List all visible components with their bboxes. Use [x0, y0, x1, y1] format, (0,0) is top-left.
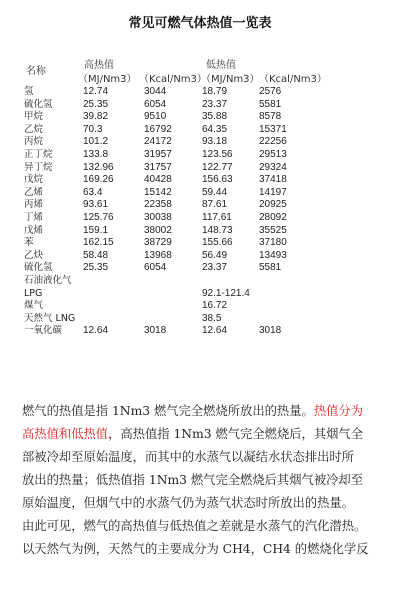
high-kcal-cell: [144, 313, 202, 326]
high-mj-cell: 93.61: [83, 199, 109, 211]
page-title: 常见可燃气体热值一览表: [128, 16, 272, 31]
low-kcal-cell: [259, 313, 319, 326]
gas-name-cell: 石油液化气: [24, 274, 72, 286]
high-mj-cell: 133.8: [83, 148, 109, 160]
high-mj-cell: 63.4: [83, 186, 103, 198]
gas-name-cell: 丙烷: [24, 136, 44, 148]
low-unit-kcal-header: （Kcal/Nm3）: [259, 74, 327, 85]
gas-name-cell: 戊烷: [24, 174, 44, 186]
low-kcal-cell: [259, 288, 319, 301]
low-mj-cell: [202, 275, 259, 288]
high-mj-cell: [83, 288, 144, 301]
highlighted-text: 热值分为: [313, 404, 364, 418]
high-kcal-cell: 24172: [144, 136, 172, 148]
gas-name-cell: 硫化氢: [24, 262, 53, 274]
high-kcal-cell: 38729: [144, 237, 172, 249]
low-mj-cell: 23.37: [202, 262, 228, 274]
heat-value-table: [24, 86, 319, 338]
heat-value-table-body: [24, 86, 319, 338]
gas-name-cell: 甲烷: [24, 111, 44, 123]
low-mj-cell: 38.5: [202, 312, 222, 324]
low-mj-cell: 64.35: [202, 123, 228, 135]
gas-name-cell: 一氧化碳: [24, 325, 63, 337]
table-row: [24, 187, 319, 200]
low-kcal-cell: 2576: [259, 86, 282, 97]
low-mj-cell: 117.61: [202, 211, 232, 223]
high-kcal-cell: 38002: [144, 224, 172, 236]
high-value-header: 高热值: [84, 60, 114, 71]
gas-name-cell: 丙烯: [24, 199, 44, 211]
table-row: [24, 162, 319, 175]
gas-name-cell: 硫化氢: [24, 98, 53, 110]
gas-name-cell: 氢: [24, 86, 34, 97]
gas-name-cell: 戊烯: [24, 224, 44, 236]
table-row: [24, 288, 319, 301]
high-mj-cell: 12.74: [83, 86, 109, 97]
low-mj-cell: 18.79: [202, 86, 228, 97]
high-mj-cell: 125.76: [83, 211, 114, 223]
table-row: [24, 300, 319, 313]
low-mj-cell: 35.88: [202, 111, 228, 123]
high-kcal-cell: 31757: [144, 161, 172, 173]
table-row: [24, 174, 319, 187]
table-row: [24, 275, 319, 288]
low-mj-cell: 23.37: [202, 98, 228, 110]
explanation-paragraph: [22, 400, 382, 561]
table-row: [24, 225, 319, 238]
low-mj-cell: 56.49: [202, 249, 228, 261]
gas-name-cell: LPG: [24, 287, 43, 299]
paragraph-line-6: 由此可见，燃气的高热值与低热值之差就是水蒸气的汽化潜热。: [22, 519, 367, 533]
high-kcal-cell: 3018: [144, 325, 167, 337]
high-mj-cell: 132.96: [83, 161, 114, 173]
low-kcal-cell: 29513: [259, 148, 287, 160]
low-kcal-cell: 3018: [259, 325, 282, 337]
high-kcal-cell: 22358: [144, 199, 172, 211]
table-row: [24, 111, 319, 124]
high-mj-cell: [83, 300, 144, 313]
low-kcal-cell: 15371: [259, 123, 287, 135]
low-kcal-cell: 35525: [259, 224, 287, 236]
high-kcal-cell: 31957: [144, 148, 172, 160]
paragraph-line-2-text: ，高热值指 1Nm3 燃气完全燃烧后，其烟气全: [108, 427, 364, 441]
table-row: [24, 262, 319, 275]
gas-name-cell: 正丁烷: [24, 148, 53, 160]
high-mj-cell: 101.2: [83, 136, 109, 148]
high-mj-cell: 25.35: [83, 262, 109, 274]
table-row: [24, 199, 319, 212]
low-mj-cell: 148.73: [202, 224, 233, 236]
high-kcal-cell: [144, 300, 202, 313]
low-mj-cell: 93.18: [202, 136, 228, 148]
table-row: [24, 136, 319, 149]
low-kcal-cell: [259, 300, 319, 313]
low-kcal-cell: 5581: [259, 98, 282, 110]
high-kcal-cell: [144, 275, 202, 288]
high-mj-cell: 159.1: [83, 224, 109, 236]
table-row: [24, 149, 319, 162]
gas-name-cell: 丁烯: [24, 211, 44, 223]
table-row: [24, 313, 319, 326]
paragraph-line-2: [22, 423, 382, 446]
highlighted-text: 高热值和低热值: [22, 427, 109, 441]
high-mj-cell: 70.3: [83, 123, 103, 135]
gas-name-cell: 乙烷: [24, 123, 44, 135]
gas-name-cell: 苯: [24, 237, 34, 249]
high-kcal-cell: [144, 288, 202, 301]
high-mj-cell: 162.15: [83, 237, 114, 249]
low-mj-cell: 122.77: [202, 161, 233, 173]
high-mj-cell: 39.82: [83, 111, 109, 123]
high-kcal-cell: 16792: [144, 123, 172, 135]
low-kcal-cell: 14197: [259, 186, 287, 198]
paragraph-line-5: 原始温度，但烟气中的水蒸气仍为蒸气状态时所放出的热量。: [22, 496, 355, 510]
low-kcal-cell: 37418: [259, 174, 287, 186]
low-kcal-cell: 37180: [259, 237, 287, 249]
high-mj-cell: 12.64: [83, 325, 109, 337]
high-kcal-cell: 9510: [144, 111, 167, 123]
low-mj-cell: 59.44: [202, 186, 228, 198]
table-row: [24, 124, 319, 137]
high-unit-mj-header: （MJ/Nm3）: [78, 74, 137, 85]
paragraph-line-1: [22, 400, 382, 423]
gas-name-cell: 异丁烷: [24, 161, 53, 173]
low-mj-cell: 123.56: [202, 148, 233, 160]
low-unit-mj-header: （MJ/Nm3）: [201, 74, 260, 85]
high-mj-cell: 169.26: [83, 174, 114, 186]
low-mj-cell: 92.1-121.4: [202, 287, 250, 299]
high-unit-kcal-header: （Kcal/Nm3）: [139, 74, 207, 85]
low-mj-cell: 155.66: [202, 237, 233, 249]
high-kcal-cell: 15142: [144, 186, 172, 198]
high-mj-cell: 58.48: [83, 249, 109, 261]
paragraph-line-7: 以天然气为例，天然气的主要成分为 CH4，CH4 的燃烧化学反: [22, 542, 369, 556]
table-row: [24, 325, 319, 338]
low-kcal-cell: 22256: [259, 136, 287, 148]
paragraph-line-1-text: 燃气的热值是指 1Nm3 燃气完全燃烧所放出的热量。: [22, 404, 314, 418]
table-row: [24, 99, 319, 112]
low-kcal-cell: 8578: [259, 111, 282, 123]
low-mj-cell: 87.61: [202, 199, 228, 211]
table-row: [24, 86, 319, 99]
paragraph-line-4: 放出的热量；低热值指 1Nm3 燃气完全燃烧后其烟气被冷却至: [22, 473, 364, 487]
low-mj-cell: 16.72: [202, 300, 228, 312]
high-kcal-cell: 40428: [144, 174, 172, 186]
gas-name-cell: 天然气 LNG: [24, 312, 76, 324]
gas-name-cell: 煤气: [24, 300, 44, 312]
high-kcal-cell: 13968: [144, 249, 172, 261]
high-kcal-cell: 6054: [144, 262, 167, 274]
paragraph-line-3: 部被冷却至原始温度，而其中的水蒸气以凝结水状态排出时所: [22, 450, 355, 464]
high-kcal-cell: 30038: [144, 211, 172, 223]
table-row: [24, 212, 319, 225]
low-kcal-cell: 29324: [259, 161, 287, 173]
table-row: [24, 237, 319, 250]
low-kcal-cell: 5581: [259, 262, 282, 274]
low-value-header: 低热值: [206, 60, 236, 71]
high-mj-cell: [83, 313, 144, 326]
low-mj-cell: 156.63: [202, 174, 233, 186]
high-kcal-cell: 3044: [144, 86, 167, 97]
name-column-header: 名称: [26, 66, 46, 77]
high-mj-cell: 25.35: [83, 98, 109, 110]
low-kcal-cell: 13493: [259, 249, 287, 261]
low-kcal-cell: 20925: [259, 199, 287, 211]
gas-name-cell: 乙炔: [24, 249, 44, 261]
table-row: [24, 250, 319, 263]
gas-name-cell: 乙烯: [24, 186, 44, 198]
high-mj-cell: [83, 275, 144, 288]
low-kcal-cell: 28092: [259, 211, 287, 223]
low-kcal-cell: [259, 275, 319, 288]
low-mj-cell: 12.64: [202, 325, 228, 337]
high-kcal-cell: 6054: [144, 98, 167, 110]
